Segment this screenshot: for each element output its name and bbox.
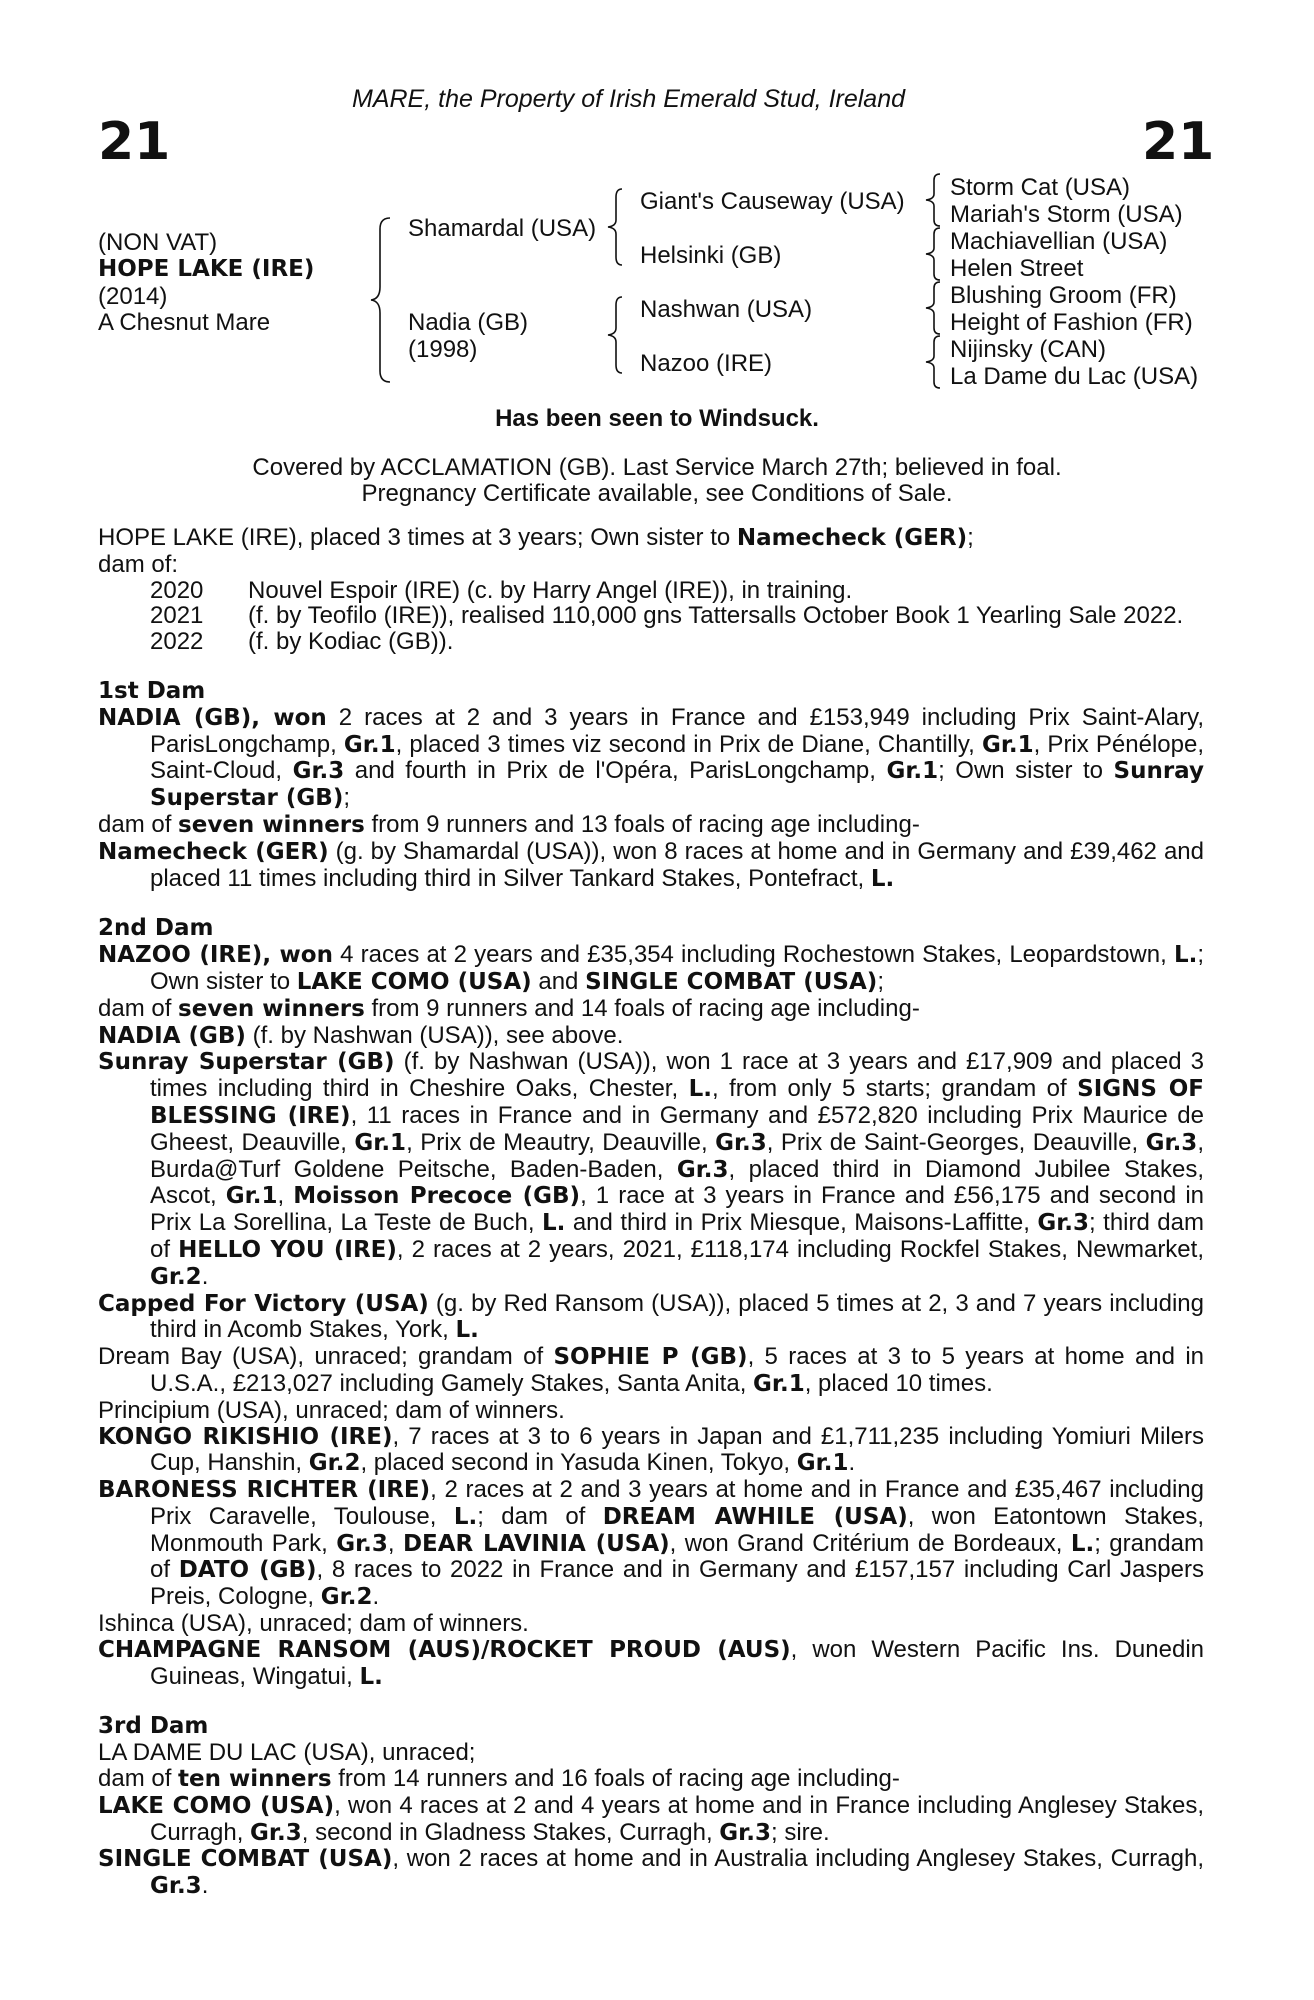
pedigree-brace-g3-1 [922,172,944,228]
dam3-offspring-single-combat: SINGLE COMBAT (USA), won 2 races at home and in Australia including Anglesey Stakes, Curragh, Gr.3. [98,1845,1204,1900]
seen-note: Has been seen to Windsuck. [495,405,819,432]
dam-year: (1998) [408,336,478,363]
dam1-entry: NADIA (GB), won 2 races at 2 and 3 years in France and £153,949 including Prix Saint-Alary, ParisLongchamp, Gr.1, placed 3 times viz second in Prix de Diane, Chantilly, Gr.1, Prix Pénélope, Saint-Cloud, Gr.3 and fourth in Prix de l'Opéra, ParisLongchamp, Gr.1; Own sister to Sunray Superstar (GB); [98,703,1204,812]
dam3-offspring-lake-como: LAKE COMO (USA), won 4 races at 2 and 4 years at home and in France including Anglesey Stakes, Curragh, Gr.3, second in Gladness Stakes, Curragh, Gr.3; sire. [98,1791,1204,1846]
horse-name: HOPE LAKE (IRE) [98,256,315,282]
covered-note: Covered by ACCLAMATION (GB). Last Service March 27th; believed in foal. Pregnancy Certificate available, see Conditions of Sale. [252,454,1062,507]
dam2-grandoffspring-kongo-rikishio: KONGO RIKISHIO (IRE), 7 races at 3 to 6 years in Japan and £1,711,235 including Yomiuri Milers Cup, Hanshin, Gr.2, placed second in Yasuda Kinen, Tokyo, Gr.1. [98,1422,1204,1477]
dam3-dam-of: dam of ten winners from 14 runners and 16 foals of racing age including- [98,1765,900,1793]
gen3-5: Blushing Groom (FR) [950,282,1177,309]
dam1-heading: 1st Dam [98,677,206,704]
dam1-dam-of: dam of seven winners from 9 runners and 13 foals of racing age including- [98,810,920,838]
gen3-6: Height of Fashion (FR) [950,309,1193,336]
lot-number-right: 21 [1142,112,1215,172]
dam2-offspring-dream-bay: Dream Bay (USA), unraced; grandam of SOPHIE P (GB), 5 races at 3 to 5 years at home and in U.S.A., £213,027 including Gamely Stakes, Santa Anita, Gr.1, placed 10 times. [98,1343,1205,1397]
dam2-offspring-nadia: NADIA (GB) (f. by Nashwan (USA)), see above. [98,1021,624,1049]
gen3-4: Helen Street [950,255,1084,282]
dam1-offspring-namecheck: Namecheck (GER) (g. by Shamardal (USA)), won 8 races at home and in Germany and £39,462 and placed 11 times including third in Silver Tankard Stakes, Pontefract, L. [98,837,1204,892]
gen2-sire-sire: Giant's Causeway (USA) [640,188,905,215]
dam2-offspring-sunray-superstar: Sunray Superstar (GB) (f. by Nashwan (USA)), won 1 race at 3 years and £17,909 and placed 3 times including third in Cheshire Oaks, Chester, L., from only 5 starts; grandam of SIGNS OF BLESSING (IRE), 11 races in France and in Germany and £572,820 including Prix Maurice de Gheest, Deauville, Gr.1, Prix de Meautry, Deauville, Gr.3, Prix de Saint-Georges, Deauville, Gr.3, Burda@Turf Goldene Peitsche, Baden-Baden, Gr.3, placed third in Diamond Jubilee Stakes, Ascot, Gr.1, Moisson Precoce (GB), 1 race at 3 years in France and £56,175 and second in Prix La Sorellina, La Teste de Buch, L. and third in Prix Miesque, Maisons-Laffitte, Gr.3; third dam of HELLO YOU (IRE), 2 races at 2 years, 2021, £118,174 including Rockfel Stakes, Newmarket, Gr.2. [98,1048,1204,1290]
pedigree-brace-dam [604,295,626,375]
dam-name: Nadia (GB) [408,309,529,336]
dam2-offspring-capped-for-victory: Capped For Victory (USA) (g. by Red Ransom (USA)), placed 5 times at 2, 3 and 7 years including third in Acomb Stakes, York, L. [98,1289,1204,1344]
gen3-7: Nijinsky (CAN) [950,336,1106,363]
pedigree-brace-g3-4 [922,334,944,390]
dam3-heading: 3rd Dam [98,1713,209,1740]
gen2-dam-sire: Nashwan (USA) [640,296,813,323]
dam3-entry: LA DAME DU LAC (USA), unraced; [98,1739,476,1767]
gen2-sire-dam: Helsinki (GB) [640,242,782,269]
dam2-offspring-principium: Principium (USA), unraced; dam of winners. [98,1396,565,1424]
pedigree-brace-1 [368,215,398,385]
intro-dam-of: dam of: [98,550,179,578]
gen2-dam-dam: Nazoo (IRE) [640,350,773,377]
dam2-offspring-ishinca: Ishinca (USA), unraced; dam of winners. [98,1610,529,1638]
pedigree-brace-g3-2 [922,226,944,282]
gen3-8: La Dame du Lac (USA) [950,363,1199,390]
dam2-dam-of: dam of seven winners from 9 runners and 14 foals of racing age including- [98,994,920,1022]
dam2-heading: 2nd Dam [98,915,214,942]
dam2-grandoffspring-baroness-richter: BARONESS RICHTER (IRE), 2 races at 2 and 3 years at home and in France and £35,467 including Prix Caravelle, Toulouse, L.; dam of DREAM AWHILE (USA), won Eatontown Stakes, Monmouth Park, Gr.3, DEAR LAVINIA (USA), won Grand Critérium de Bordeaux, L.; grandam of DATO (GB), 8 races to 2022 in France and in Germany and £157,157 including Carl Jaspers Preis, Cologne, Gr.2. [98,1476,1205,1611]
sire-name: Shamardal (USA) [408,215,597,242]
catalogue-body [98,525,1204,1900]
produce-row-2020: 2020 Nouvel Espoir (IRE) (c. by Harry Angel (IRE)), in training. [150,576,853,604]
horse-year: (2014) [98,283,168,310]
pedigree-brace-sire [604,187,626,267]
gen3-2: Mariah's Storm (USA) [950,201,1183,228]
gen3-1: Storm Cat (USA) [950,174,1131,201]
header-title: MARE, the Property of Irish Emerald Stud, Ireland [352,85,906,113]
lot-number-left: 21 [98,112,171,172]
dam2-entry: NAZOO (IRE), won 4 races at 2 years and £35,354 including Rochestown Stakes, Leopardstown, L.; Own sister to LAKE COMO (USA) and SINGLE COMBAT (USA); [98,941,1205,995]
gen3-3: Machiavellian (USA) [950,228,1168,255]
produce-row-2022: 2022 (f. by Kodiac (GB)). [150,628,454,656]
pedigree-brace-g3-3 [922,280,944,336]
intro-line: HOPE LAKE (IRE), placed 3 times at 3 years; Own sister to Namecheck (GER); [98,524,974,551]
horse-description: A Chesnut Mare [98,309,271,336]
dam2-grandoffspring-champagne-ransom: CHAMPAGNE RANSOM (AUS)/ROCKET PROUD (AUS), won Western Pacific Ins. Dunedin Guineas, Wingatui, L. [98,1635,1204,1690]
vat-status: (NON VAT) [98,229,218,256]
produce-row-2021: 2021 (f. by Teofilo (IRE)), realised 110,000 gns Tattersalls October Book 1 Yearling Sale 2022. [150,602,1184,630]
